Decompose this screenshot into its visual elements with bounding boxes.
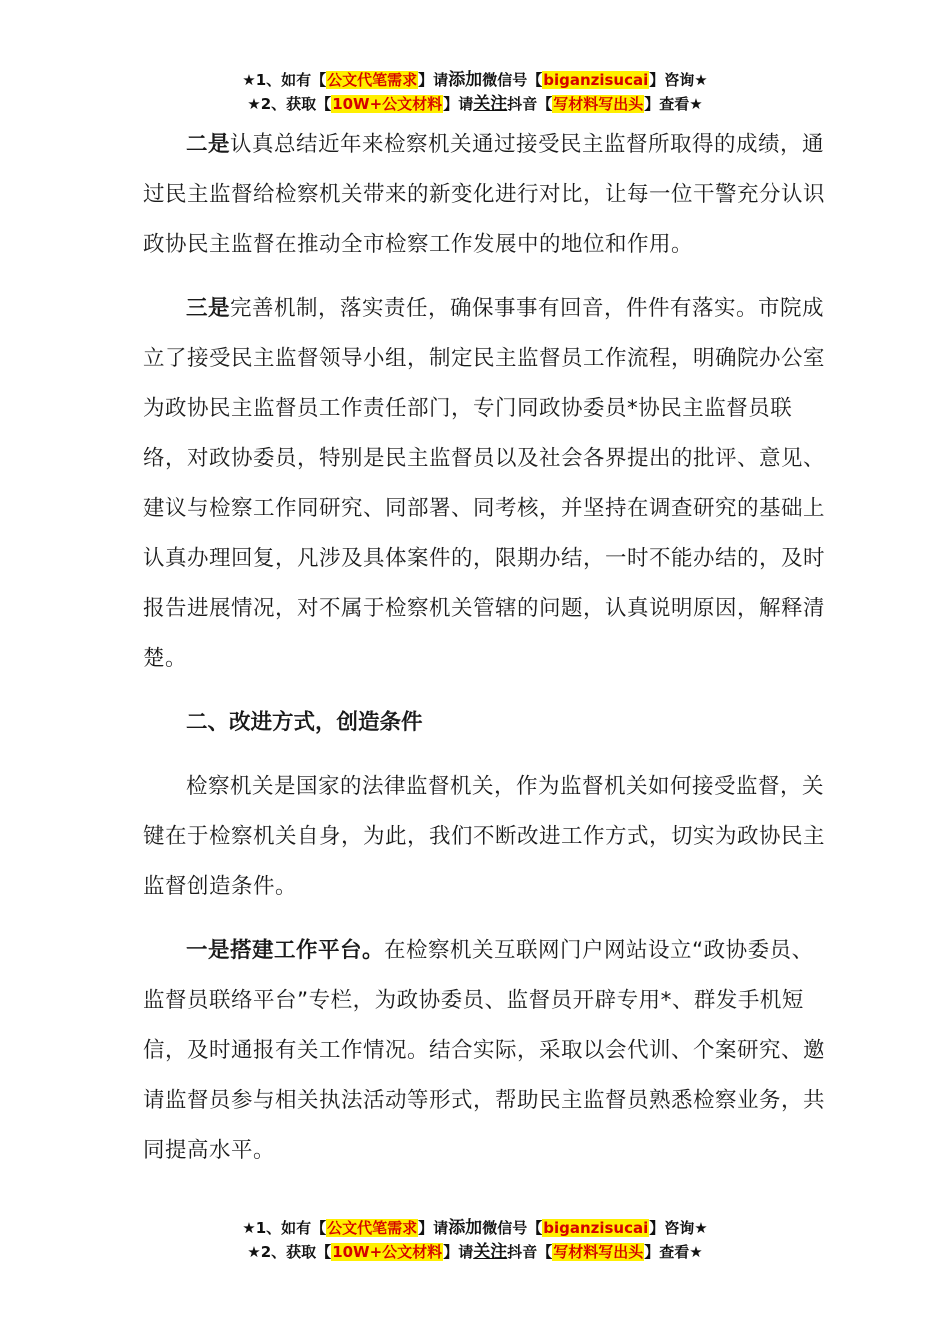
promo-douyin-id: 写材料写出头 bbox=[553, 95, 644, 113]
promo-emphasis: 添加 bbox=[448, 70, 483, 90]
promo-highlight: 10W+公文材料 bbox=[332, 1243, 443, 1261]
paragraph-3 bbox=[143, 284, 828, 684]
promo-text: 】请 bbox=[443, 1243, 474, 1261]
promo-line-1 bbox=[0, 68, 950, 92]
paragraph-2 bbox=[143, 120, 828, 270]
paragraph-text: 认真总结近年来检察机关通过接受民主监督所取得的成绩，通过民主监督给检察机关带来的新变化进行对比，让每一位干警充分认识政协民主监督在推动全市检察工作发展中的地位和作用。 bbox=[143, 132, 826, 257]
promo-line-2 bbox=[0, 92, 950, 116]
paragraph-text: 检察机关是国家的法律监督机关，作为监督机关如何接受监督，关键在于检察机关自身，为此，我们不断改进工作方式，切实为政协民主监督创造条件。 bbox=[143, 774, 826, 899]
promo-text: 】请 bbox=[418, 1219, 449, 1237]
promo-text: 】查看★ bbox=[644, 95, 703, 113]
section-heading: 二、改进方式，创造条件 bbox=[186, 710, 423, 735]
paragraph-lead: 三是 bbox=[186, 296, 231, 321]
promo-line-1 bbox=[0, 1216, 950, 1240]
promo-text: 】请 bbox=[443, 95, 474, 113]
promo-text: ★1、如有【 bbox=[242, 71, 327, 89]
paragraph-text: 完善机制，落实责任，确保事事有回音，件件有落实。市院成立了接受民主监督领导小组，制定民主监督员工作流程，明确院办公室为政协民主监督员工作责任部门，专门同政协委员*协民主监督员联络，对政协委员，特别是民主监督员以及社会各界提出的批评、意见、建议与检察工作同研究、同部署、同考核，并坚持在调查研究的基础上认真办理回复，凡涉及具体案件的，限期办结，一时不能办结的，及时报告进展情况，对不属于检察机关管辖的问题，认真说明原因，解释清楚。 bbox=[143, 296, 826, 671]
promo-text: 】咨询★ bbox=[649, 1219, 708, 1237]
document-body bbox=[143, 120, 828, 1176]
promo-text: ★2、获取【 bbox=[247, 95, 332, 113]
paragraph-lead: 二是 bbox=[186, 132, 231, 157]
promo-emphasis: 添加 bbox=[448, 1218, 483, 1238]
promo-emphasis: 关注 bbox=[473, 94, 508, 114]
promo-text: 微信号【 bbox=[482, 1219, 543, 1237]
promo-highlight: 公文代笔需求 bbox=[327, 71, 418, 89]
promo-text: 】查看★ bbox=[644, 1243, 703, 1261]
promo-douyin-id: 写材料写出头 bbox=[553, 1243, 644, 1261]
promo-text: 抖音【 bbox=[507, 1243, 553, 1261]
promo-line-2 bbox=[0, 1240, 950, 1264]
paragraph-lead: 一是搭建工作平台。 bbox=[186, 938, 385, 963]
promo-text: 微信号【 bbox=[482, 71, 543, 89]
promo-banner-top bbox=[0, 68, 950, 116]
paragraph-intro bbox=[143, 762, 828, 912]
promo-text: 】咨询★ bbox=[649, 71, 708, 89]
promo-highlight: 10W+公文材料 bbox=[332, 95, 443, 113]
promo-text: ★2、获取【 bbox=[247, 1243, 332, 1261]
promo-text: ★1、如有【 bbox=[242, 1219, 327, 1237]
promo-highlight: 公文代笔需求 bbox=[327, 1219, 418, 1237]
promo-text: 抖音【 bbox=[507, 95, 553, 113]
promo-emphasis: 关注 bbox=[473, 1242, 508, 1262]
promo-wechat-id: biganzisucai bbox=[543, 1219, 649, 1237]
promo-banner-bottom bbox=[0, 1216, 950, 1264]
promo-wechat-id: biganzisucai bbox=[543, 71, 649, 89]
paragraph-text: 在检察机关互联网门户网站设立“政协委员、监督员联络平台”专栏，为政协委员、监督员开辟专用*、群发手机短信，及时通报有关工作情况。结合实际，采取以会代训、个案研究、邀请监督员参与相关执法活动等形式，帮助民主监督员熟悉检察业务，共同提高水平。 bbox=[143, 938, 826, 1163]
paragraph-1 bbox=[143, 926, 828, 1176]
promo-text: 】请 bbox=[418, 71, 449, 89]
